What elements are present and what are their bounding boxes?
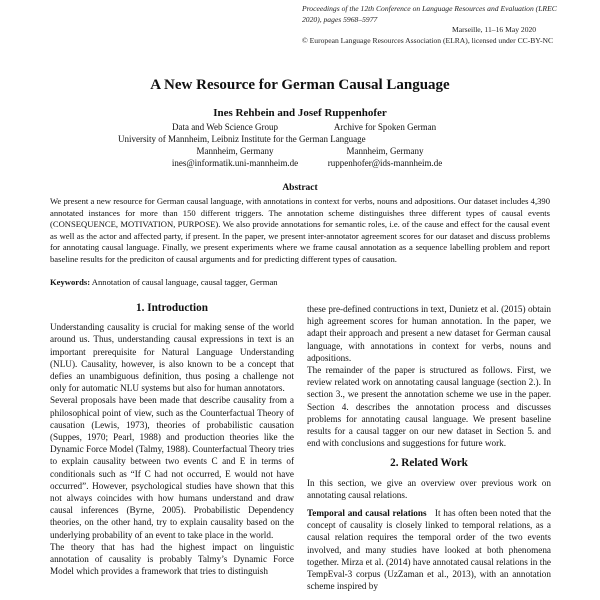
- paragraph: Several proposals have been made that describe causality from a philosophical point of view, such as the Counterfactual Theory of causation (Lewis, 1973), theories of probabilistic causation (Suppes, 1970; Pearl, 1988) and production theories like the Dynamic Force Model (Talmy, 1988). Counterfactual Theory tries to explain causality between two events C and E in terms of conditionals such as “If C had not occurred, E would not have occurred”. However, psychological studies have shown that this not always coincides with how humans understand and draw causal inferences (Byrne, 2005). Probabilistic Dependency theories, on the other hand, try to explain causality based on the underlying probability of an event to take place in the world.: [50, 395, 294, 540]
- affil-left-line: University of Mannheim, Leibniz Institute for the German Language: [118, 134, 366, 144]
- affil-left-line: Data and Web Science Group: [171, 122, 279, 132]
- affil-left-line: ines@informatik.uni-mannheim.de: [171, 158, 299, 168]
- paper-authors: Ines Rehbein and Josef Ruppenhofer: [213, 107, 387, 119]
- run-in-text: It has often been noted that the concept of causality is closely linked to temporal relations, as a causal relation requires the temporal order of the two events involved, and many studies have looked at both phenomena together. Mirza et al. (2014) have annotated causal relations in the TempEval-3 corpus (UzZaman et al., 2013), with an annotation scheme inspired by: [307, 508, 552, 592]
- run-in-heading: Temporal and causal relations: [307, 508, 427, 519]
- affiliation-right: [300, 121, 470, 169]
- header-line-2: Marseille, 11–16 May 2020: [452, 25, 537, 34]
- abstract-heading: Abstract: [282, 183, 318, 193]
- affil-right-line: Archive for Spoken German: [333, 122, 437, 132]
- paragraph: The theory that has had the highest impact on linguistic annotation of causality is probably Talmy’s Dynamic Force Model which provides a framework that tries to distinguish: [50, 541, 294, 577]
- paper-title: A New Resource for German Causal Language: [150, 77, 450, 93]
- affil-left-line: Mannheim, Germany: [196, 146, 274, 156]
- keywords-label: Keywords:: [50, 277, 91, 287]
- header-line-1: Proceedings of the 12th Conference on Language Resources and Evaluation (LREC 2020), pages 5968–5977: [302, 4, 557, 24]
- proceedings-header: [302, 4, 564, 46]
- left-column: [50, 300, 294, 577]
- keywords-text: Annotation of causal language, causal tagger, German: [91, 277, 278, 287]
- affil-right-line: Mannheim, Germany: [346, 146, 424, 156]
- section-heading-related-work: 2. Related Work: [390, 457, 468, 470]
- paragraph: The remainder of the paper is structured as follows. First, we review related work on annotating causal language (section 2.). In section 3., we present the annotation scheme we use in the paper. Section 4. describes the annotation process and discusses problems for annotating causal language. We present baseline results for a causal tagger on our new dataset in Section 5. and end with conclusions and suggestions for future work.: [307, 365, 551, 449]
- section-heading-introduction: 1. Introduction: [136, 302, 208, 314]
- paragraph: these pre-defined contructions in text, Dunietz et al. (2015) obtain high agreement scores for human annotation. In the paper, we adapt their approach and present a new dataset for German causal language, with annotations in context for verbs, nouns and adpositions.: [307, 304, 551, 363]
- paragraph: Understanding causality is crucial for making sense of the world around us. Thus, understanding causal expressions in text is an important prerequisite for Natural Language Understanding (NLU). Causality, however, is also known to be a concept that defies an unambiguous definition, thus posing a challenge not only for automatic NLU systems but also for human annotators.: [50, 322, 294, 394]
- right-column: [307, 303, 551, 592]
- affil-right-line: ruppenhofer@ids-mannheim.de: [327, 158, 443, 168]
- paragraph: [307, 507, 551, 592]
- keywords: [50, 277, 278, 287]
- abstract-text: We present a new resource for German causal language, with annotations in context for verbs, nouns and adpositions. Our dataset includes 4,390 annotated instances for more than 150 different triggers. The annotation scheme distinguishes three different types of causal events (CONSEQUENCE, MOTIVATION, PURPOSE). We also provide annotations for semantic roles, i.e. of the cause and effect for the causal event as well as the actor and affected party, if present. In the paper, we present inter-annotator agreement scores for our dataset and discuss problems for annotating causal language. Finally, we present experiments where we frame causal annotation as a sequence labelling problem and report baseline results for the prediciton of causal arguments and for predicting different types of causation.: [50, 196, 550, 264]
- paragraph: In this section, we give an overview over previous work on annotating causal relations.: [307, 477, 551, 500]
- header-line-3: © European Language Resources Association (ELRA), licensed under CC-BY-NC: [302, 35, 554, 45]
